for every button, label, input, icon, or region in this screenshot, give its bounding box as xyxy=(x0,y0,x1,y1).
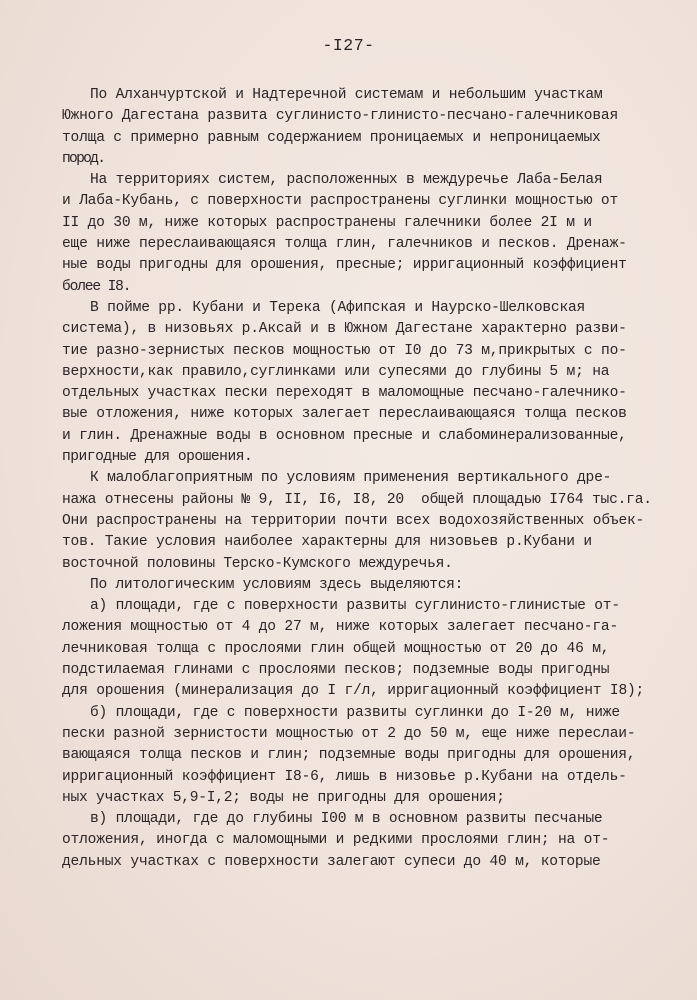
text-line: б) площади, где с поверхности развиты суглинки до I-20 м, ниже xyxy=(90,704,620,721)
text-line: ирригационный коэффициент I8-6, лишь в низовье р.Кубани на отдель- xyxy=(62,768,627,785)
text-line: По Алханчуртской и Надтеречной системам и небольшим участкам xyxy=(90,87,603,103)
text-line: еще ниже переслаивающаяся толща глин, галечников и песков. Дренаж- xyxy=(62,236,627,253)
text-line: пород. xyxy=(62,150,105,167)
text-line: Южного Дагестана развита суглинисто-глинисто-песчано-галечниковая xyxy=(62,108,618,125)
text-line: а) площади, где с поверхности развиты суглинисто-глинистые от- xyxy=(90,598,620,615)
text-line: нажа отнесены районы № 9, II, I6, I8, 20 общей площадью I764 тыс.га. xyxy=(62,491,652,508)
text-line: пески разной зернистости мощностью от 2 до 50 м, еще ниже переслаи- xyxy=(62,725,636,742)
text-line: К малоблагоприятным по условиям применения вертикального дре- xyxy=(90,470,612,487)
text-line: подстилаемая глинами с прослоями песков; подземные воды пригодны xyxy=(62,662,610,679)
text-line: тов. Такие условия наиболее характерны для низовьев р.Кубани и xyxy=(62,534,592,551)
text-line: В пойме рр. Кубани и Терека (Афипская и Наурско-Шелковская xyxy=(90,299,586,316)
text-line: вые отложения, ниже которых залегает переслаивающаяся толща песков xyxy=(62,406,627,423)
text-line: и Лаба-Кубань, с поверхности распространены суглинки мощностью от xyxy=(62,193,618,210)
text-line: толща с примерно равным содержанием проницаемых и непроницаемых xyxy=(62,129,601,146)
text-line: ные воды пригодны для орошения, пресные; ирригационный коэффициент xyxy=(62,257,627,274)
text-line: система), в низовьях р.Аксай и в Южном Дагестане характерно разви- xyxy=(62,321,627,338)
text-line: По литологическим условиям здесь выделяются: xyxy=(90,576,464,593)
text-line: отдельных участках пески переходят в маломощные песчано-галечнико- xyxy=(62,385,627,402)
text-line: вающаяся толща песков и глин; подземные воды пригодны для орошения, xyxy=(62,747,636,764)
text-line: отложения, иногда с маломощными и редкими прослоями глин; на от- xyxy=(62,832,610,849)
text-line: верхности,как правило,суглинками или супесями до глубины 5 м; на xyxy=(62,363,610,380)
text-line: дельных участках с поверхности залегают супеси до 40 м, которые xyxy=(62,853,601,870)
page-number: -I27- xyxy=(322,36,375,55)
text-line: Они распространены на территории почти всех водохозяйственных объек- xyxy=(62,512,645,529)
text-line: и глин. Дренажные воды в основном пресные и слабоминерализованные, xyxy=(62,427,627,444)
text-line: II до 30 м, ниже которых распространены галечники более 2I м и xyxy=(62,214,592,231)
text-line: лечниковая толща с прослоями глин общей мощностью от 20 до 46 м, xyxy=(62,640,610,657)
text-line: в) площади, где до глубины I00 м в основном развиты песчаные xyxy=(90,811,603,828)
body-text xyxy=(62,85,662,873)
text-line: для орошения (минерализация до I г/л, ирригационный коэффициент I8); xyxy=(62,683,645,700)
text-line: На территориях систем, расположенных в междуречье Лаба-Белая xyxy=(90,172,603,189)
text-line: пригодные для орошения. xyxy=(62,449,253,466)
text-line: восточной половины Терско-Кумского междуречья. xyxy=(62,555,453,572)
text-line: более I8. xyxy=(62,278,131,295)
text-line: ных участках 5,9-I,2; воды не пригодны для орошения; xyxy=(62,789,505,806)
text-line: ложения мощностью от 4 до 27 м, ниже которых залегает песчано-га- xyxy=(62,619,618,636)
text-line: тие разно-зернистых песков мощностью от I0 до 73 м,прикрытых с по- xyxy=(62,342,627,359)
